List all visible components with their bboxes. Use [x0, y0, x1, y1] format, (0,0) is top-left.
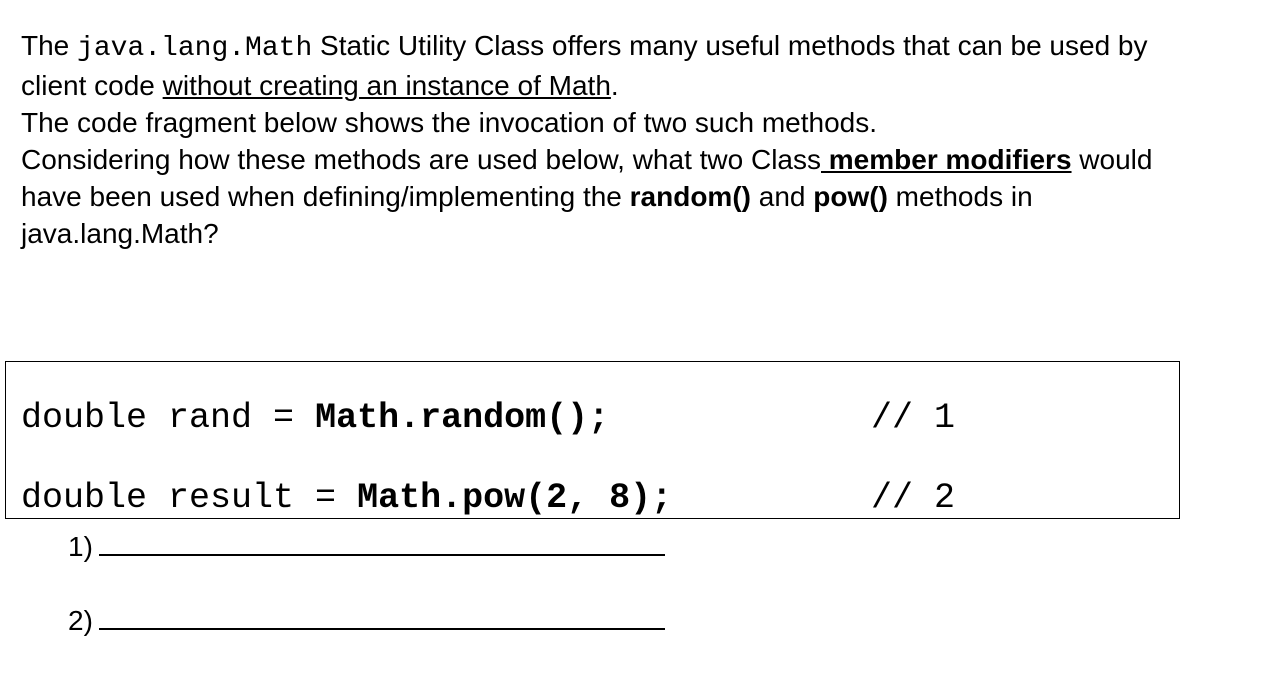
question-lead: Considering how these methods are used below, what two Class — [21, 144, 821, 175]
question-paragraph-1 — [21, 27, 1201, 104]
code-statement-2 — [21, 478, 871, 518]
method-random-name: random() — [629, 181, 751, 212]
intro-continuation: Static Utility Class offers many useful methods that can be used by client code — [21, 30, 1148, 101]
code-comment-1: // 1 — [871, 398, 956, 438]
answer-label-2: 2) — [68, 605, 93, 636]
code-call-random: Math.random(); — [315, 398, 610, 438]
code-declaration-1: double rand = — [21, 398, 316, 438]
answer-row-2 — [68, 598, 665, 638]
emphasis-phrase: without creating an instance of Math — [162, 70, 611, 101]
answer-row-1 — [68, 524, 665, 564]
answer-blank-2[interactable] — [99, 598, 665, 630]
code-line-2 — [21, 478, 955, 518]
code-comment-2: // 2 — [871, 478, 956, 518]
code-statement-1 — [21, 398, 871, 438]
question-paragraph-3 — [21, 141, 1201, 252]
code-call-pow: Math.pow(2, 8); — [357, 478, 673, 518]
question-text — [21, 27, 1201, 252]
method-pow-name: pow() — [813, 181, 888, 212]
question-middle: would have been used when defining/implementing the — [21, 144, 1153, 212]
sentence-end: . — [610, 70, 619, 101]
question-end: methods in java.lang.Math? — [21, 181, 1033, 249]
code-declaration-2: double result = — [21, 478, 358, 518]
intro-text: The — [21, 30, 78, 61]
class-name-code: java.lang.Math — [77, 33, 313, 64]
conjunction: and — [750, 181, 814, 212]
member-modifiers-term: member modifiers — [821, 144, 1072, 175]
answer-blank-1[interactable] — [99, 524, 665, 556]
code-fragment-box — [5, 361, 1180, 519]
question-paragraph-2: The code fragment below shows the invocation of two such methods. — [21, 107, 878, 138]
code-line-1 — [21, 398, 955, 438]
answer-label-1: 1) — [68, 531, 93, 562]
